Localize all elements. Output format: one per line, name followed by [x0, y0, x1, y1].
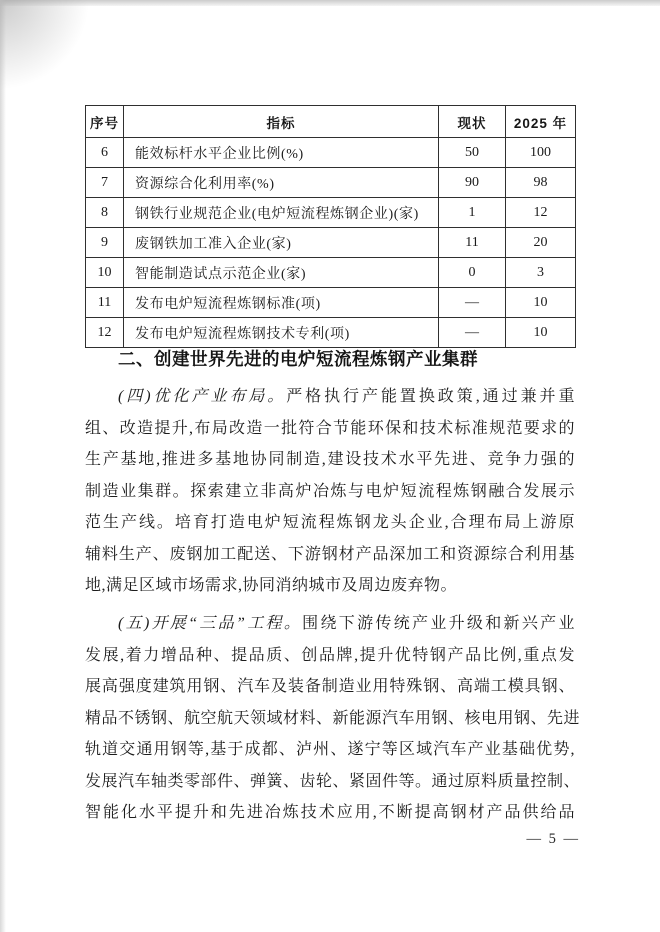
- row-cell-indicator: 发布电炉短流程炼钢标准(项): [124, 288, 439, 318]
- header-cell-indicator: 指标: [124, 106, 439, 138]
- row-cell-target: 12: [506, 198, 576, 228]
- section-heading: 二、创建世界先进的电炉短流程炼钢产业集群: [118, 349, 478, 369]
- paragraph-line: 轨道交通用钢等,基于成都、泸州、遂宁等区域汽车产业基础优势,: [85, 741, 575, 758]
- row-cell-target: 3: [506, 258, 576, 288]
- row-cell-no: 8: [86, 198, 124, 228]
- table-row: [86, 228, 576, 258]
- page-number: — 5 —: [526, 831, 580, 847]
- paragraph-line: 发展,着力增品种、提品质、创品牌,提升优特钢产品比例,重点发: [85, 646, 575, 664]
- row-cell-indicator: 能效标杆水平企业比例(%): [124, 138, 439, 168]
- table-row: [86, 288, 576, 318]
- paragraph-line: 辅料生产、废钢加工配送、下游钢材产品深加工和资源综合利用基: [85, 545, 575, 563]
- paragraph-text: 围绕下游传统产业升级和新兴产业: [302, 615, 575, 632]
- row-cell-current: 0: [439, 258, 506, 288]
- paragraph-line: 展高强度建筑用钢、汽车及装备制造业用特殊钢、高端工模具钢、: [85, 678, 575, 695]
- row-cell-indicator: 发布电炉短流程炼钢技术专利(项): [124, 318, 439, 348]
- scan-edge-corner: [0, 0, 90, 90]
- row-cell-target: 100: [506, 138, 576, 168]
- row-cell-indicator: 资源综合化利用率(%): [124, 168, 439, 198]
- row-cell-indicator: 智能制造试点示范企业(家): [124, 258, 439, 288]
- paragraph-line: 生产基地,推进多基地协同制造,建设技术水平先进、竞争力强的: [85, 451, 575, 468]
- row-cell-target: 10: [506, 288, 576, 318]
- row-cell-current: —: [439, 288, 506, 318]
- table-row: [86, 198, 576, 228]
- header-cell-current: 现状: [439, 106, 506, 138]
- row-cell-no: 6: [86, 138, 124, 168]
- header-cell-target: 2025 年: [506, 106, 576, 138]
- paragraph-lead: (四)优化产业布局。: [118, 388, 287, 405]
- row-cell-current: 1: [439, 198, 506, 228]
- table-row: [86, 168, 576, 198]
- row-cell-current: —: [439, 318, 506, 348]
- scan-edge-top: [0, 0, 660, 6]
- paragraph-line: 组、改造提升,布局改造一批符合节能环保和技术标准规范要求的: [85, 419, 575, 437]
- row-cell-no: 11: [86, 288, 124, 318]
- table-row: [86, 138, 576, 168]
- paragraph-lead: (五)开展“三品”工程。: [118, 615, 303, 632]
- row-cell-no: 12: [86, 318, 124, 348]
- table-body: [86, 138, 576, 348]
- paragraph-line: [85, 381, 575, 413]
- row-cell-target: 98: [506, 168, 576, 198]
- row-cell-target: 10: [506, 318, 576, 348]
- paragraph-line: 智能化水平提升和先进冶炼技术应用,不断提高钢材产品供给品: [85, 804, 575, 821]
- paragraph-line: [85, 608, 575, 640]
- row-cell-no: 7: [86, 168, 124, 198]
- paragraph-line: 制造业集群。探索建立非高炉冶炼与电炉短流程炼钢融合发展示: [85, 482, 575, 500]
- row-cell-indicator: 钢铁行业规范企业(电炉短流程炼钢企业)(家): [124, 198, 439, 228]
- row-cell-no: 10: [86, 258, 124, 288]
- row-cell-no: 9: [86, 228, 124, 258]
- indicator-table: [85, 105, 576, 348]
- table-row: [86, 258, 576, 288]
- indicator-table-wrap: [85, 105, 575, 348]
- row-cell-target: 20: [506, 228, 576, 258]
- row-cell-indicator: 废钢铁加工准入企业(家): [124, 228, 439, 258]
- paragraph-text: 严格执行产能置换政策,通过兼并重: [286, 388, 575, 405]
- paragraph-line: 精品不锈钢、航空航天领域材料、新能源汽车用钢、核电用钢、先进: [85, 709, 581, 727]
- paragraph-4: [85, 381, 575, 602]
- row-cell-current: 11: [439, 228, 506, 258]
- paragraph-5: [85, 608, 581, 829]
- header-cell-no: 序号: [86, 106, 124, 138]
- row-cell-current: 50: [439, 138, 506, 168]
- paragraph-line: 地,满足区域市场需求,协同消纳城市及周边废弃物。: [85, 577, 458, 594]
- paragraph-line: 范生产线。培育打造电炉短流程炼钢龙头企业,合理布局上游原: [85, 514, 575, 531]
- table-header-row: [86, 106, 576, 138]
- table-row: [86, 318, 576, 348]
- scan-edge-left: [0, 0, 6, 932]
- row-cell-current: 90: [439, 168, 506, 198]
- paragraph-line: 发展汽车轴类零部件、弹簧、齿轮、紧固件等。通过原料质量控制、: [85, 772, 581, 790]
